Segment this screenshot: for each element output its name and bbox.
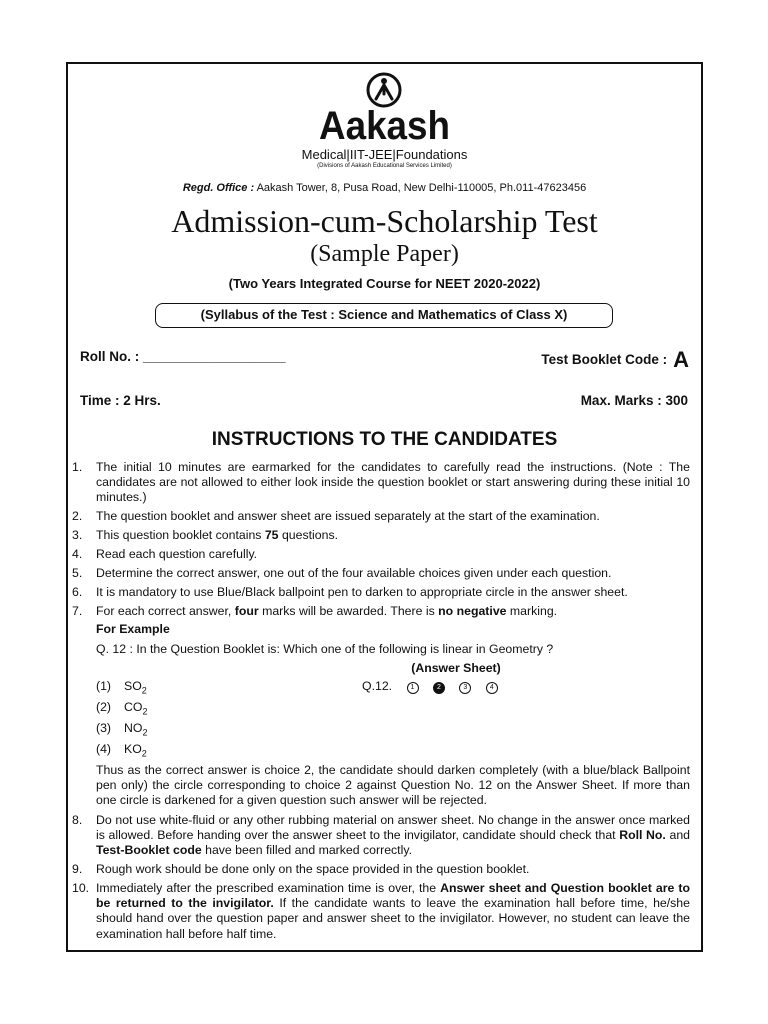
item-text: questions.	[278, 528, 339, 543]
max-marks: Max. Marks : 300	[580, 393, 688, 408]
answer-sheet-heading: (Answer Sheet)	[411, 660, 501, 675]
item-number: 10.	[72, 881, 90, 896]
instructions-list	[72, 460, 690, 946]
item-text-bold: 75	[264, 528, 279, 543]
example-heading: For Example	[96, 622, 170, 637]
item-text: The initial 10 minutes are earmarked for the candidates to carefully read the instructions. (Note : The candidates are not allowed to either look inside the question booklet or start answering during these initial 10 minutes.)	[96, 460, 690, 505]
item-text-bold: Test-Booklet code	[96, 843, 202, 858]
option-subscript: 2	[142, 727, 148, 738]
item-text: It is mandatory to use Blue/Black ballpoint pen to darken to appropriate circle in the answer sheet.	[96, 585, 628, 600]
item-number: 1.	[72, 460, 83, 474]
item-text-bold: Answer sheet and Question booklet are to be returned to the invigilator.	[96, 881, 690, 911]
example-explanation: Thus as the correct answer is choice 2, the candidate should darken completely (with a blue/black Ballpoint pen only) the circle corresponding to choice 2 against Question No. 12 on the Answer Sheet. If more than one circle is darkened for a given question such answer will be rejected.	[96, 763, 690, 808]
instructions-heading: INSTRUCTIONS TO THE CANDIDATES	[211, 429, 558, 450]
brand-tagline: Medical|IIT-JEE|Foundations	[301, 147, 468, 162]
item-number: 4.	[72, 547, 83, 562]
option-subscript: 2	[141, 685, 147, 696]
item-number: 6.	[72, 585, 83, 600]
item-text-bold: four	[234, 604, 259, 619]
example-option	[72, 742, 690, 763]
instruction-item	[72, 547, 690, 562]
booklet-code-label: Test Booklet Code :	[541, 352, 668, 367]
item-text: marking.	[506, 604, 558, 619]
item-number: 2.	[72, 509, 83, 524]
item-text: Determine the correct answer, one out of the four available choices given under each question.	[96, 566, 612, 581]
course-line: (Two Years Integrated Course for NEET 2020-2022)	[228, 276, 541, 291]
item-number: 7.	[72, 604, 83, 619]
option-subscript: 2	[142, 706, 148, 717]
item-text: and	[665, 827, 690, 842]
instruction-item	[72, 862, 690, 877]
roll-number-field: Roll No. : ___________________	[80, 349, 286, 364]
item-text: Read each question carefully.	[96, 547, 258, 562]
option-number: (3)	[96, 721, 112, 736]
option-number: (2)	[96, 700, 112, 715]
option-subscript: 2	[141, 748, 147, 759]
regd-label: Regd. Office :	[182, 182, 255, 194]
item-number: 8.	[72, 812, 83, 827]
option-formula: SO	[124, 679, 142, 694]
instruction-item	[72, 881, 690, 942]
brand-name: Aakash	[319, 104, 450, 148]
instruction-item	[72, 604, 690, 619]
item-text: This question booklet contains	[96, 528, 265, 543]
answer-bubbles	[362, 679, 498, 694]
regd-address: Aakash Tower, 8, Pusa Road, New Delhi-110005, Ph.011-47623456	[256, 182, 587, 194]
item-text: Immediately after the prescribed examination time is over, the	[96, 881, 441, 896]
option-number: (1)	[96, 679, 112, 694]
instruction-item	[72, 566, 690, 581]
booklet-code-value: A	[673, 347, 689, 372]
answer-bubble-4: 4	[486, 682, 498, 694]
example-option	[72, 721, 690, 742]
item-text: have been filled and marked correctly.	[201, 843, 412, 858]
item-text-bold: no negative	[438, 604, 507, 619]
brand-division: (Divisions of Aakash Educational Services Limited)	[317, 163, 452, 169]
item-text: marks will be awarded. There is	[258, 604, 439, 619]
option-formula: CO	[124, 700, 143, 715]
instruction-item	[72, 813, 690, 859]
instruction-item	[72, 460, 690, 506]
item-text: For each correct answer,	[96, 604, 235, 619]
example-question: Q. 12 : In the Question Booklet is: Which one of the following is linear in Geometry ?	[96, 641, 554, 656]
item-text: The question booklet and answer sheet are issued separately at the start of the examination.	[96, 509, 600, 524]
item-text-bold: Roll No.	[619, 827, 666, 842]
option-number: (4)	[96, 742, 112, 757]
option-formula: KO	[124, 742, 142, 757]
test-booklet-code	[541, 347, 689, 373]
instruction-item	[72, 509, 690, 524]
answer-bubble-2-filled: 2	[433, 682, 445, 694]
page-subtitle: (Sample Paper)	[310, 241, 459, 267]
answer-question-label: Q.12.	[362, 679, 393, 694]
item-number: 9.	[72, 862, 83, 877]
answer-bubble-3: 3	[459, 682, 471, 694]
instruction-item	[72, 528, 690, 543]
item-text: Rough work should be done only on the space provided in the question booklet.	[96, 862, 530, 877]
page-title: Admission-cum-Scholarship Test	[171, 203, 598, 239]
example-option	[72, 700, 690, 721]
item-text: Do not use white-fluid or any other rubbing material on answer sheet. No change in the answer once marked is allowed. Before handing over the answer sheet to the invigilator, candidate should check that	[96, 812, 690, 842]
answer-bubble-1: 1	[407, 682, 419, 694]
syllabus-box: (Syllabus of the Test : Science and Mathematics of Class X)	[155, 303, 613, 328]
item-number: 5.	[72, 566, 83, 581]
exam-time: Time : 2 Hrs.	[80, 393, 161, 408]
instruction-item	[72, 585, 690, 600]
example-option	[72, 679, 690, 700]
item-text: If the candidate wants to leave the examination hall before time, he/she should hand over the question paper and answer sheet to the invigilator. However, no student can leave the examination hall before half time.	[96, 896, 690, 941]
item-number: 3.	[72, 528, 83, 543]
option-formula: NO	[124, 721, 143, 736]
registered-office	[66, 182, 703, 194]
